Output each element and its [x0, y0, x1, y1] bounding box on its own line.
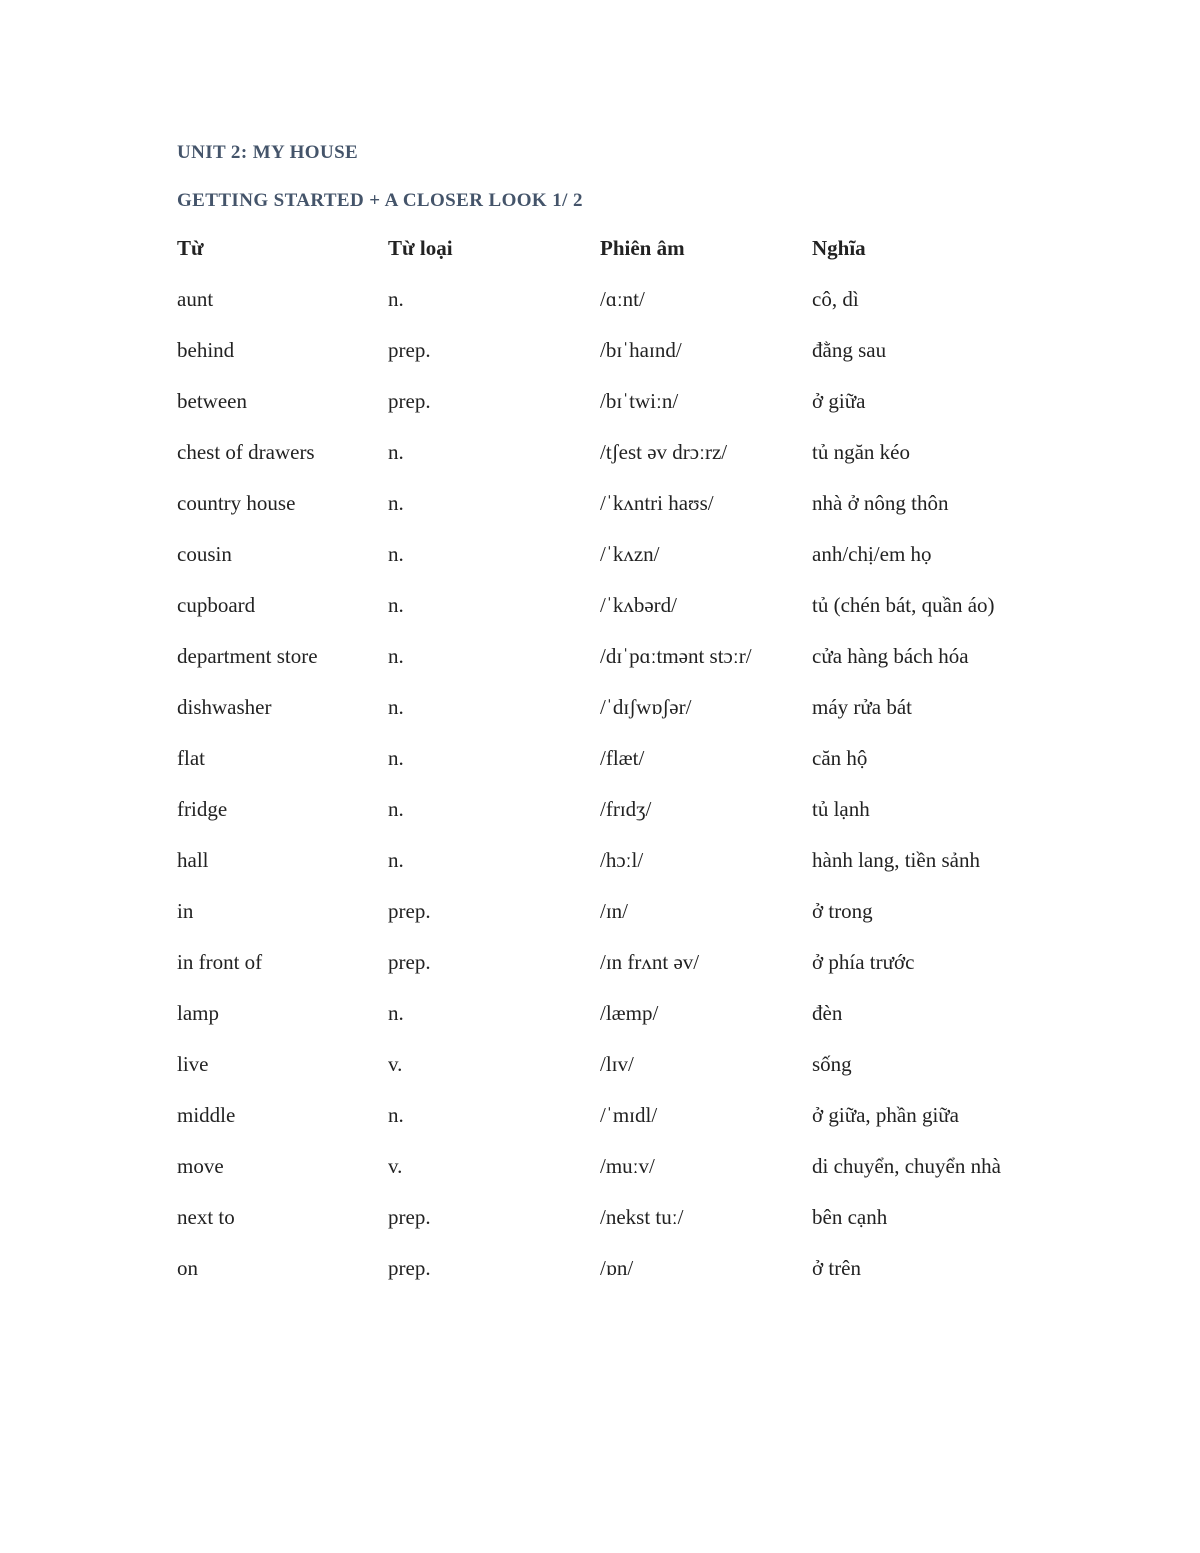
meaning-cell: tủ lạnh [812, 797, 870, 821]
meaning-cell: máy rửa bát [812, 695, 913, 719]
word-cell: in [177, 899, 194, 923]
pronunciation-cell: /ˈmɪdl/ [600, 1103, 658, 1127]
word-cell: country house [177, 491, 296, 515]
meaning-cell: tủ (chén bát, quần áo) [812, 593, 995, 617]
meaning-cell: đằng sau [812, 338, 887, 362]
part-of-speech-cell: prep. [388, 338, 431, 362]
part-of-speech-cell: v. [388, 1154, 403, 1178]
pronunciation-cell: /tʃest əv drɔːrz/ [600, 440, 728, 464]
pronunciation-cell: /bɪˈtwiːn/ [600, 389, 679, 413]
pronunciation-cell: /ˈdɪʃwɒʃər/ [600, 695, 692, 719]
section-subtitle: GETTING STARTED + A CLOSER LOOK 1/ 2 [177, 190, 583, 211]
word-cell: chest of drawers [177, 440, 315, 464]
table-row [177, 946, 1021, 997]
meaning-cell: cô, dì [812, 287, 859, 311]
table-row [177, 1150, 1021, 1201]
pronunciation-cell: /ɪn/ [600, 899, 629, 923]
header-word: Từ [177, 236, 204, 260]
table-header-row [177, 232, 1021, 283]
table-row [177, 487, 1021, 538]
pronunciation-cell: /flæt/ [600, 746, 645, 770]
table-row [177, 997, 1021, 1048]
pronunciation-cell: /nekst tuː/ [600, 1205, 684, 1229]
pronunciation-cell: /ɒn/ [600, 1256, 634, 1280]
table-row [177, 691, 1021, 742]
table-row [177, 334, 1021, 385]
meaning-cell: bên cạnh [812, 1205, 888, 1229]
word-cell: between [177, 389, 247, 413]
part-of-speech-cell: n. [388, 440, 404, 464]
table-row [177, 538, 1021, 589]
word-cell: fridge [177, 797, 228, 821]
meaning-cell: sống [812, 1052, 852, 1076]
word-cell: hall [177, 848, 209, 872]
word-cell: dishwasher [177, 695, 272, 719]
table-row [177, 283, 1021, 334]
table-row [177, 385, 1021, 436]
pronunciation-cell: /ˈkʌzn/ [600, 542, 660, 566]
pronunciation-cell: /dɪˈpɑːtmənt stɔːr/ [600, 644, 752, 668]
word-cell: cousin [177, 542, 232, 566]
meaning-cell: anh/chị/em họ [812, 542, 932, 566]
word-cell: move [177, 1154, 224, 1178]
header-meaning: Nghĩa [812, 236, 866, 260]
table-row [177, 1201, 1021, 1252]
meaning-cell: ở giữa, phần giữa [812, 1103, 959, 1127]
part-of-speech-cell: prep. [388, 389, 431, 413]
part-of-speech-cell: n. [388, 848, 404, 872]
meaning-cell: căn hộ [812, 746, 868, 770]
pronunciation-cell: /ˈkʌbərd/ [600, 593, 677, 617]
part-of-speech-cell: n. [388, 1103, 404, 1127]
pronunciation-cell: /læmp/ [600, 1001, 659, 1025]
meaning-cell: tủ ngăn kéo [812, 440, 910, 464]
pronunciation-cell: /lɪv/ [600, 1052, 634, 1076]
word-cell: flat [177, 746, 205, 770]
part-of-speech-cell: n. [388, 593, 404, 617]
table-row [177, 589, 1021, 640]
pronunciation-cell: /ˈkʌntri haʊs/ [600, 491, 714, 515]
word-cell: next to [177, 1205, 235, 1229]
table-row [177, 742, 1021, 793]
pronunciation-cell: /hɔːl/ [600, 848, 644, 872]
word-cell: department store [177, 644, 318, 668]
meaning-cell: ở trên [812, 1256, 862, 1280]
part-of-speech-cell: prep. [388, 1205, 431, 1229]
meaning-cell: di chuyển, chuyển nhà [812, 1154, 1001, 1178]
word-cell: on [177, 1256, 198, 1280]
pronunciation-cell: /ɑːnt/ [600, 287, 645, 311]
table-row [177, 895, 1021, 946]
meaning-cell: ở phía trước [812, 950, 915, 974]
pronunciation-cell: /muːv/ [600, 1154, 655, 1178]
meaning-cell: nhà ở nông thôn [812, 491, 949, 515]
word-cell: behind [177, 338, 235, 362]
meaning-cell: hành lang, tiền sảnh [812, 848, 980, 872]
pronunciation-cell: /frɪdʒ/ [600, 797, 652, 821]
part-of-speech-cell: prep. [388, 950, 431, 974]
part-of-speech-cell: prep. [388, 1256, 431, 1280]
table-row [177, 436, 1021, 487]
meaning-cell: ở trong [812, 899, 873, 923]
meaning-cell: ở giữa [812, 389, 866, 413]
word-cell: aunt [177, 287, 214, 311]
part-of-speech-cell: n. [388, 287, 404, 311]
table-row [177, 1099, 1021, 1150]
meaning-cell: đèn [812, 1001, 843, 1025]
part-of-speech-cell: n. [388, 746, 404, 770]
header-pronunciation: Phiên âm [600, 236, 685, 260]
meaning-cell: cửa hàng bách hóa [812, 644, 969, 668]
word-cell: middle [177, 1103, 236, 1127]
part-of-speech-cell: prep. [388, 899, 431, 923]
word-cell: lamp [177, 1001, 219, 1025]
vocabulary-table [177, 232, 1021, 1303]
word-cell: live [177, 1052, 209, 1076]
part-of-speech-cell: n. [388, 695, 404, 719]
table-row [177, 1252, 1021, 1303]
part-of-speech-cell: n. [388, 797, 404, 821]
document-page [177, 138, 1037, 1303]
part-of-speech-cell: n. [388, 542, 404, 566]
pronunciation-cell: /ɪn frʌnt əv/ [600, 950, 700, 974]
part-of-speech-cell: n. [388, 1001, 404, 1025]
table-row [177, 793, 1021, 844]
table-row [177, 1048, 1021, 1099]
word-cell: in front of [177, 950, 263, 974]
pronunciation-cell: /bɪˈhaɪnd/ [600, 338, 682, 362]
word-cell: cupboard [177, 593, 256, 617]
part-of-speech-cell: v. [388, 1052, 403, 1076]
table-row [177, 640, 1021, 691]
table-row [177, 844, 1021, 895]
header-part-of-speech: Từ loại [388, 236, 453, 260]
part-of-speech-cell: n. [388, 644, 404, 668]
part-of-speech-cell: n. [388, 491, 404, 515]
vocabulary-table-body [177, 283, 1021, 1303]
unit-title: UNIT 2: MY HOUSE [177, 142, 359, 163]
